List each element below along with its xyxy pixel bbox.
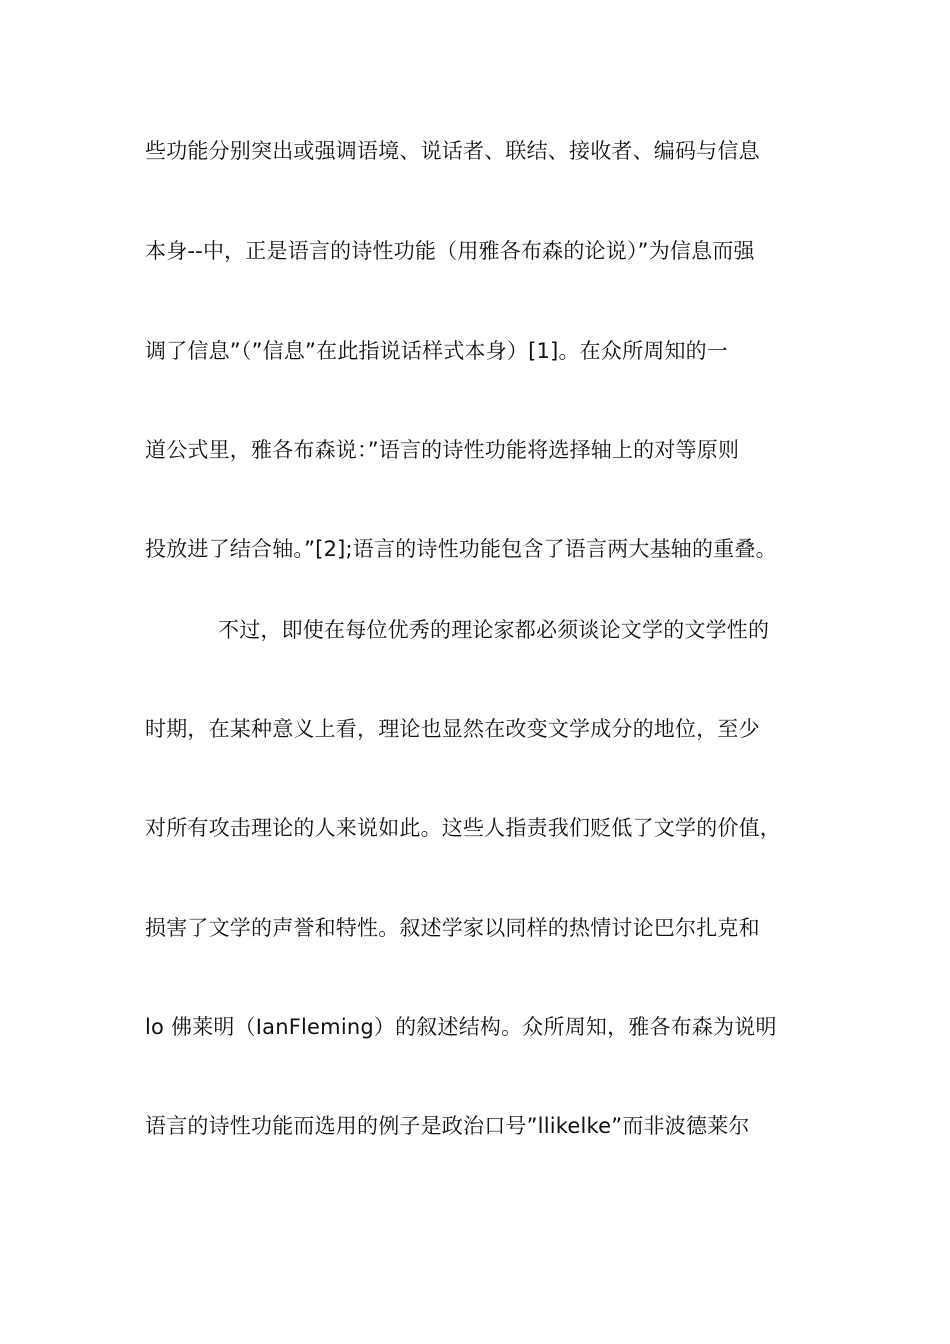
text-line: 本身--中，正是语言的诗性功能（用雅各布森的论说）”为信息而强 xyxy=(145,239,755,263)
paragraph-first-line: 不过，即使在每位优秀的理论家都必须谈论文学的文学性的 xyxy=(218,618,770,642)
text-line: 时期，在某种意义上看，理论也显然在改变文学成分的地位，至少 xyxy=(145,717,760,741)
text-line: 调了信息”（”信息”在此指说话样式本身）[1]。在众所周知的一 xyxy=(145,339,729,363)
text-line: 对所有攻击理论的人来说如此。这些人指责我们贬低了文学的价值， xyxy=(145,816,781,840)
text-line: 损害了文学的声誉和特性。叙述学家以同样的热情讨论巴尔扎克和 xyxy=(145,916,760,940)
text-line: 道公式里，雅各布森说：”语言的诗性功能将选择轴上的对等原则 xyxy=(145,438,740,462)
text-line: 语言的诗性功能而选用的例子是政治口号”llikelke”而非波德莱尔 xyxy=(145,1114,750,1138)
text-line: 投放进了结合轴。”[2];语言的诗性功能包含了语言两大基轴的重叠。 xyxy=(145,537,777,561)
text-line: 些功能分别突出或强调语境、说话者、联结、接收者、编码与信息 xyxy=(145,139,760,163)
text-line: lo 佛莱明（IanFleming）的叙述结构。众所周知，雅各布森为说明 xyxy=(145,1015,777,1039)
